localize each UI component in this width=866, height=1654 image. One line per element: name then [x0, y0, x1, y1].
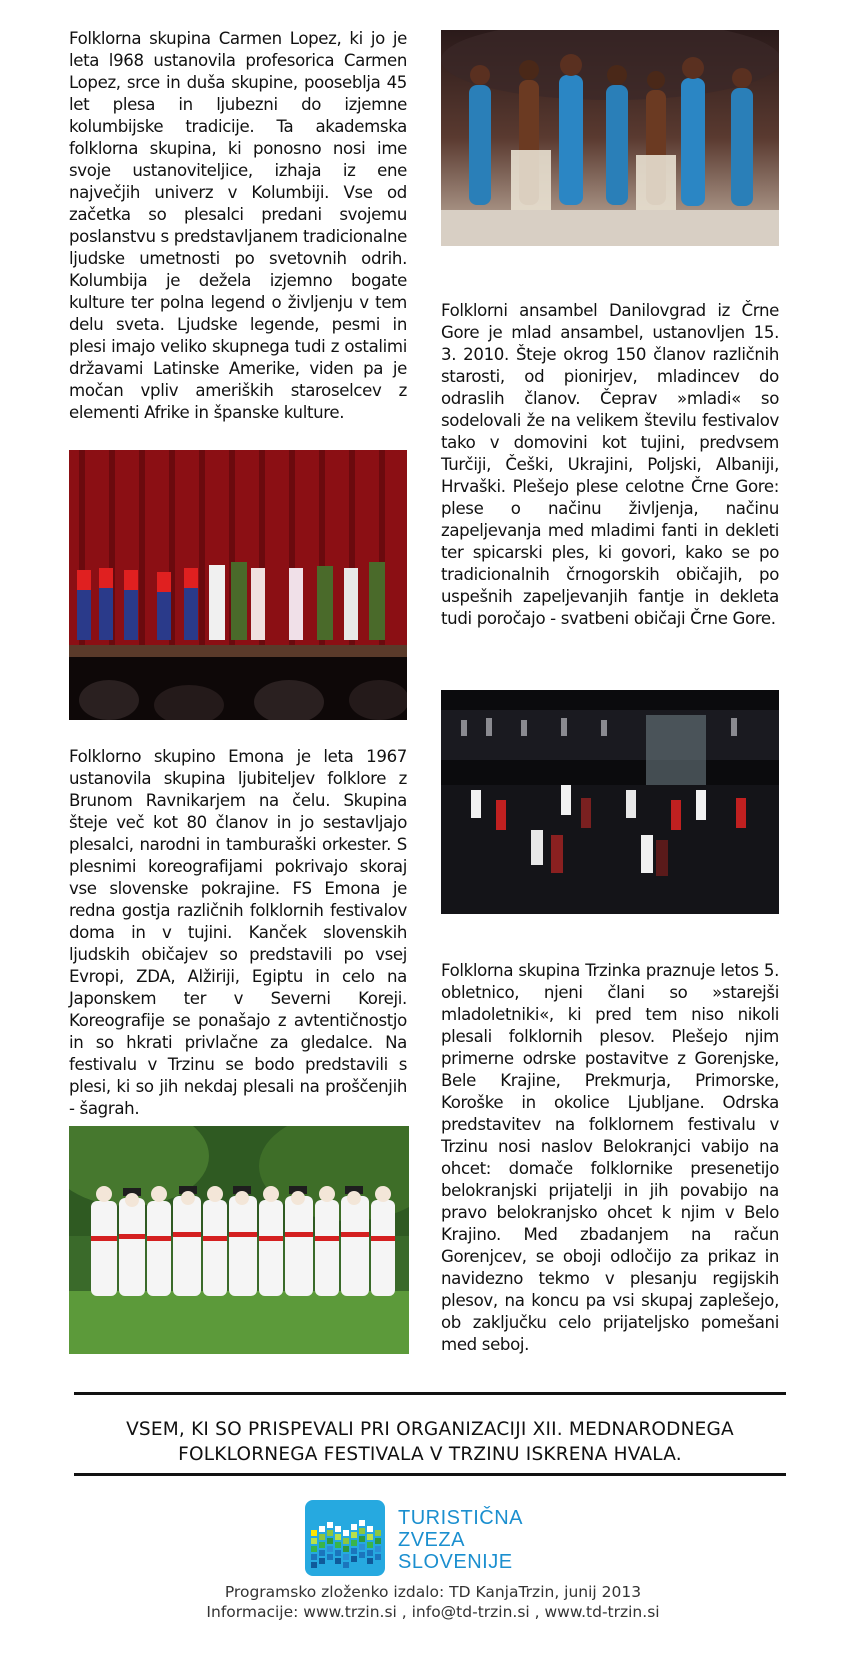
thanks-line-2: FOLKLORNEGA FESTIVALA V TRZINU ISKRENA HVALA.	[178, 1444, 682, 1465]
logo-line-1: TURISTIČNA	[398, 1507, 523, 1529]
photo-colombian-dancers	[441, 30, 779, 246]
tzs-logo-icon	[305, 1500, 385, 1576]
thanks-message	[74, 1417, 786, 1467]
thanks-line-1: VSEM, KI SO PRISPEVALI PRI ORGANIZACIJI XII. MEDNARODNEGA	[126, 1419, 734, 1440]
logo-line-3: SLOVENIJE	[398, 1551, 513, 1573]
paragraph-danilovgrad: Folklorni ansambel Danilovgrad iz Črne Gore je mlad ansambel, ustanovljen 15. 3. 2010. Šteje okrog 150 članov različnih starosti, od pionirjev, mladincev do odraslih članov. Čeprav »mladi« so sodelovali že na velikem številu festivalov tako v domovini kot tujini, predvsem Turčiji, Češki, Ukrajini, Poljski, Albaniji, Hrvaški. Plešejo plese celotne Črne Gore: plese o načinu življenja, načinu zapeljevanja med mladimi fanti in dekleti ter spicarski ples, ki govori, kako se po tradicionalnih črnogorskih običajih, po uspešnih zapeljevanjih fantje in dekleta tudi poročajo - svatbeni običaji Črne Gore.	[441, 301, 779, 628]
footer-contact: Informacije: www.trzin.si , info@td-trzin.si , www.td-trzin.si	[206, 1603, 660, 1621]
photo-dance-performance	[441, 690, 779, 914]
photo-stage-red-curtain	[69, 450, 407, 720]
footer-publisher: Programsko zloženko izdalo: TD KanjaTrzin, junij 2013	[224, 1583, 642, 1601]
bottom-divider	[74, 1473, 786, 1476]
paragraph-carmen-lopez: Folklorna skupina Carmen Lopez, ki jo je leta l968 ustanovila profesorica Carmen Lopez, srce in duša skupine, pooseblja 45 let plesa in ljubezni do izjemne kolumbijske tradicije. Ta akademska folklorna skupina, ki ponosno nosi ime svoje ustanoviteljice, izhaja iz ene največjih univerz v Kolumbiji. Vse od začetka so plesalci predani svojemu poslanstvu s predstavljanem tradicionalne ljudske umetnosti po svetovnih odrih. Kolumbija je dežela izjemno bogate kulture ter polna legend o življenju v tem delu sveta. Ljudske legende, pesmi in plesi imajo veliko skupnega tudi z ostalimi državami Latinske Amerike, viden pa je močan vpliv ameriških staroselcev z elementi Afrike in španske kulture.	[69, 29, 407, 422]
paragraph-emona: Folklorno skupino Emona je leta 1967 ustanovila skupina ljubiteljev folklore z Brunom Ravnikarjem na čelu. Skupina šteje več kot 80 članov in jo sestavljajo plesalci, narodni in tamburaški orkester. S plesnimi koreografijami pokrivajo skoraj vse slovenske pokrajine. FS Emona je redna gostja različnih folklornih festivalov doma in v tujini. Kanček slovenskih ljudskih običajev so predstavili po vsej Evropi, ZDA, Alžiriji, Egiptu in celo na Japonskem ter v Severni Koreji. Koreografije se ponašajo z avtentičnostjo in so hkrati privlačne za gledalce. Na festivalu v Trzinu se bodo predstavili s plesi, ki so jih nekdaj plesali na proščenjih - šagrah.	[69, 747, 407, 1118]
tzs-logo-text	[398, 1507, 523, 1573]
logo-line-2: ZVEZA	[398, 1529, 465, 1551]
paragraph-trzinka: Folklorna skupina Trzinka praznuje letos 5. obletnico, njeni člani so »starejši mladoletniki«, ki pred tem niso nikoli plesali folklornih plesov. Plešejo njim primerne odrske postavitve z Gorenjske, Bele Krajine, Prekmurja, Primorske, Koroške in okolice Ljubljane. Odrska predstavitev na folklornem festivalu v Trzinu nosi naslov Belokranjci vabijo na ohcet: domače folklornike presenetijo belokranjski prijatelji in jih povabijo na pravo belokranjsko ohcet k njim v Belo Krajino. Med zbadanjem na račun Gorenjcev, se oboji odločijo za prikaz in navidezno tekmo v plesanju regijskih plesov, na koncu pa vsi skupaj zaplešejo, ob zaključku celo prijateljsko pomešani med seboj.	[441, 961, 779, 1354]
top-divider	[74, 1392, 786, 1395]
photo-group-white-costumes	[69, 1126, 409, 1354]
